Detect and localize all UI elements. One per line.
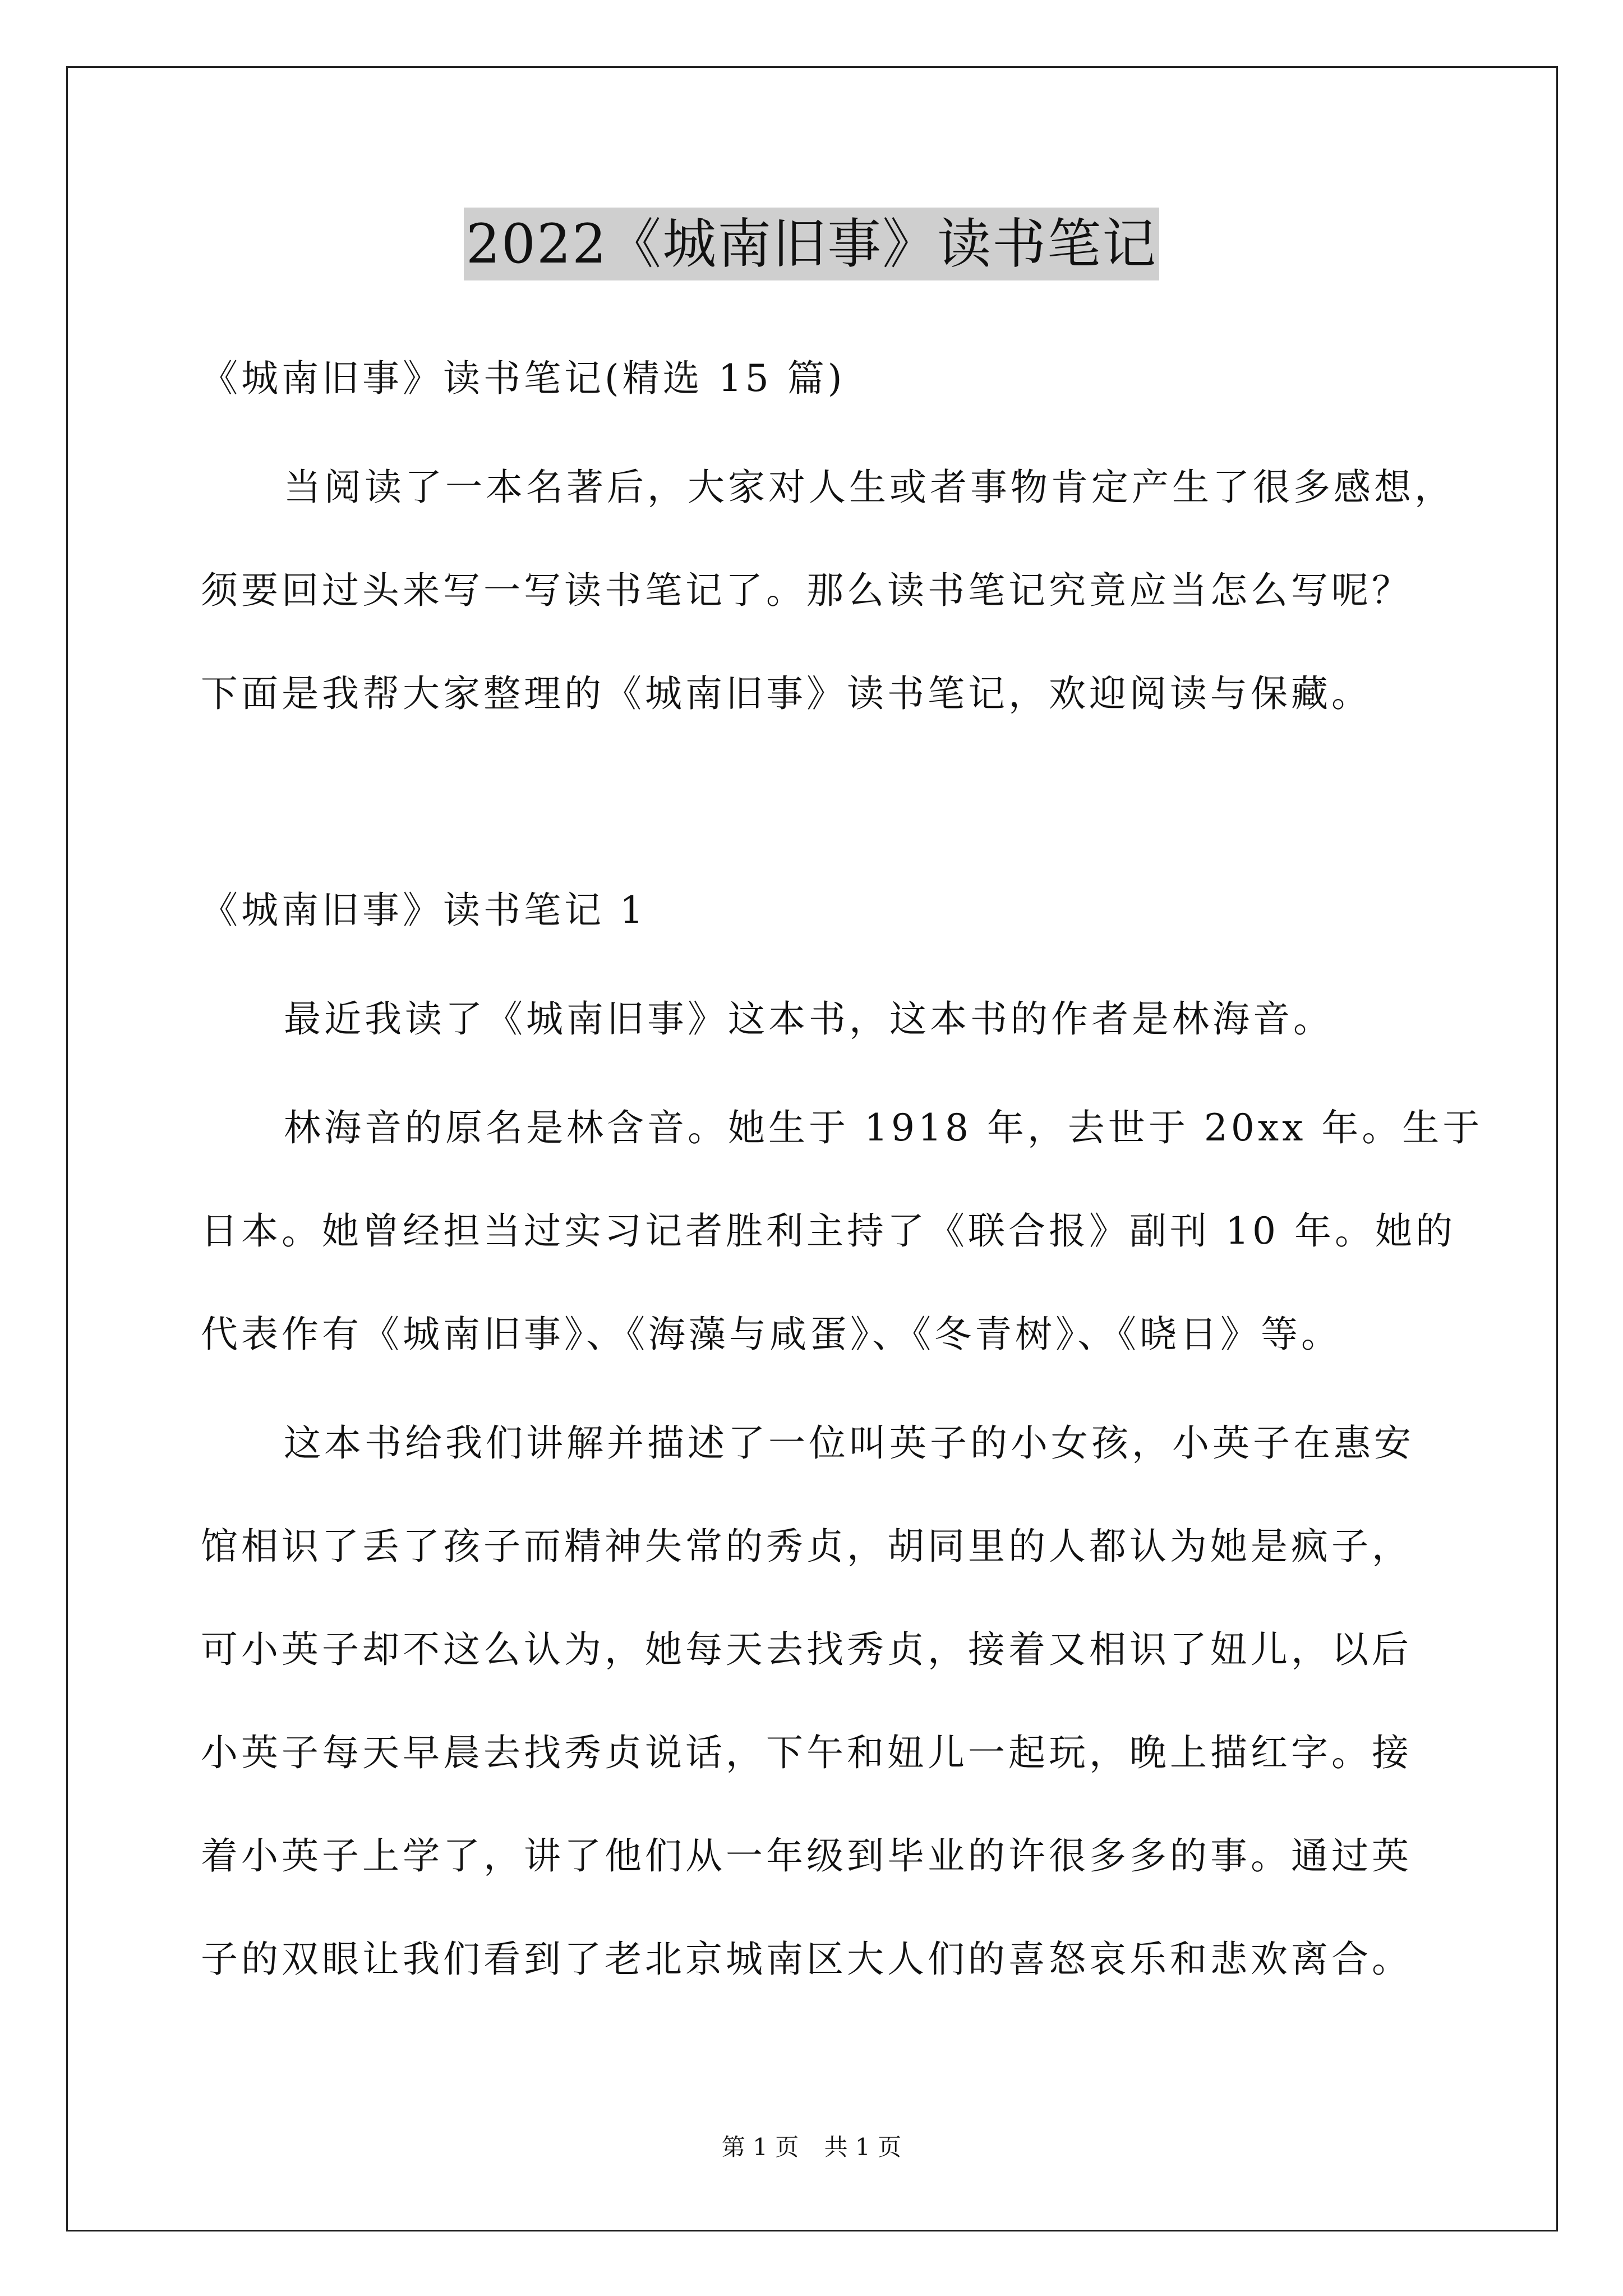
body-line-2: 林海音的原名是林含音。她生于 1918 年，去世于 20xx 年。生于 [284,1106,1483,1149]
body-line-7: 可小英子却不这么认为，她每天去找秀贞，接着又相识了妞儿，以后 [201,1628,1412,1671]
body-line-4: 代表作有《城南旧事》、《海藻与咸蛋》、《冬青树》、《晓日》等。 [201,1313,1341,1356]
page-number: 第 1 页 [721,2133,799,2161]
body-line-8: 小英子每天早晨去找秀贞说话，下午和妞儿一起玩，晚上描红字。接 [201,1731,1412,1774]
page-total: 共 1 页 [824,2133,902,2161]
subtitle: 《城南旧事》读书笔记(精选 15 篇) [201,357,846,400]
body-line-3: 日本。她曾经担当过实习记者胜利主持了《联合报》副刊 10 年。她的 [201,1209,1456,1253]
section-heading: 《城南旧事》读书笔记 1 [201,889,647,932]
body-line-9: 着小英子上学了，讲了他们从一年级到毕业的许很多多的事。通过英 [201,1834,1412,1878]
document-title: 2022《城南旧事》读书笔记 [464,208,1159,280]
page-footer [0,2131,1623,2164]
body-line-10: 子的双眼让我们看到了老北京城南区大人们的喜怒哀乐和悲欢离合。 [201,1938,1412,1981]
body-line-6: 馆相识了丢了孩子而精神失常的秀贞，胡同里的人都认为她是疯子， [201,1525,1412,1568]
intro-line-2: 须要回过头来写一写读书笔记了。那么读书笔记究竟应当怎么写呢？ [201,569,1412,612]
intro-line-3: 下面是我帮大家整理的《城南旧事》读书笔记，欢迎阅读与保藏。 [201,672,1372,715]
intro-line-1: 当阅读了一本名著后，大家对人生或者事物肯定产生了很多感想， [284,466,1455,509]
body-line-1: 最近我读了《城南旧事》这本书，这本书的作者是林海音。 [284,997,1334,1041]
body-line-5: 这本书给我们讲解并描述了一位叫英子的小女孩，小英子在惠安 [284,1421,1414,1465]
title-container [0,208,1623,280]
